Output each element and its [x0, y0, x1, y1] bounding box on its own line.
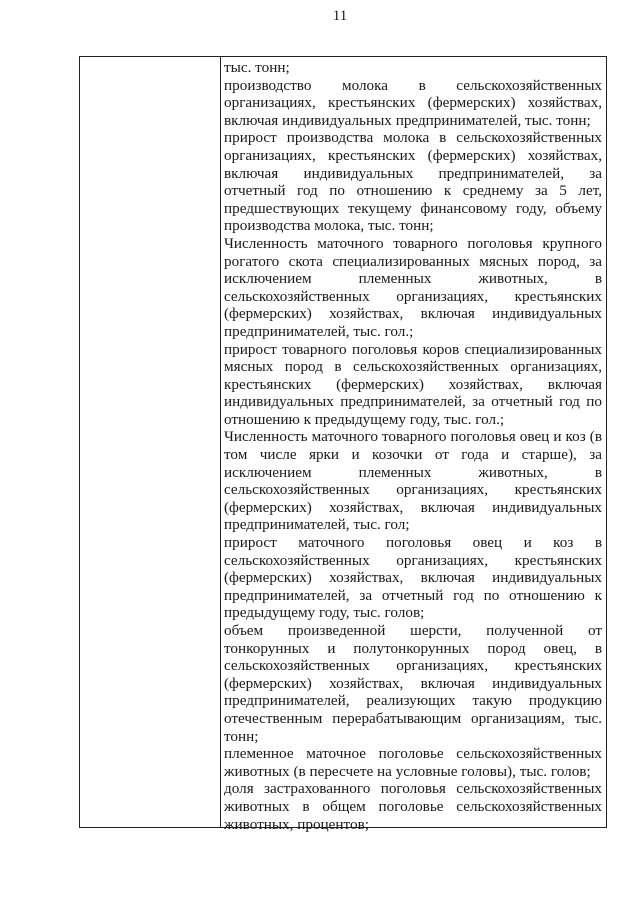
- paragraph-milk-growth: прирост производства молока в сельскохозяйственных организациях, крестьянских (фермерских) хозяйствах, включая индивидуальных предпринимателей, за отчетный год по отношению к среднему за 5 лет, предшествующих текущему финансовому году, объему производства молока, тыс. тонн;: [224, 129, 602, 235]
- paragraph-sheep-goats-count: Численность маточного товарного поголовья овец и коз (в том числе ярки и козочки от года и старше), за исключением племенных животных, в сельскохозяйственных организациях, крестьянских (фермерских) хозяйствах, включая индивидуальных предпринимателей, тыс. гол;: [224, 428, 602, 534]
- page-number: 11: [332, 8, 348, 24]
- paragraph-beef-cows-growth: прирост товарного поголовья коров специализированных мясных пород в сельскохозяйственных организациях, крестьянских (фермерских) хозяйствах, включая индивидуальных предпринимателей, за отчетный год по отношению к предыдущему году, тыс. гол.;: [224, 340, 602, 428]
- paragraph-breeding-stock: племенное маточное поголовье сельскохозяйственных животных (в пересчете на условные головы), тыс. голов;: [224, 745, 602, 780]
- paragraph-sheep-goats-growth: прирост маточного поголовья овец и коз в сельскохозяйственных организациях, крестьянских (фермерских) хозяйствах, включая индивидуальных предпринимателей, за отчетный год по отношению к предыдущему году, тыс. голов;: [224, 534, 602, 622]
- paragraph-wool-volume: объем произведенной шерсти, полученной от тонкорунных и полутонкорунных пород овец, в сельскохозяйственных организациях, крестьянских (фермерских) хозяйствах, включая индивидуальных предпринимателей, реализующих такую продукцию отечественным перерабатывающим организациям, тыс. тонн;: [224, 622, 602, 745]
- document-table: [79, 56, 607, 833]
- paragraph-milk-production: производство молока в сельскохозяйственных организациях, крестьянских (фермерских) хозяйствах, включая индивидуальных предпринимателей, тыс. тонн;: [224, 76, 602, 129]
- table-left-column: [80, 57, 221, 827]
- paragraph-milk-unit: тыс. тонн;: [224, 59, 290, 76]
- table-right-column: [221, 57, 606, 833]
- paragraph-insured-share: доля застрахованного поголовья сельскохозяйственных животных в общем поголовье сельскохозяйственных животных, процентов;: [224, 780, 602, 833]
- paragraph-beef-cattle-count: Численность маточного товарного поголовья крупного рогатого скота специализированных мясных пород, за исключением племенных животных, в сельскохозяйственных организациях, крестьянских (фермерских) хозяйствах, включая индивидуальных предпринимателей, тыс. гол.;: [224, 234, 602, 340]
